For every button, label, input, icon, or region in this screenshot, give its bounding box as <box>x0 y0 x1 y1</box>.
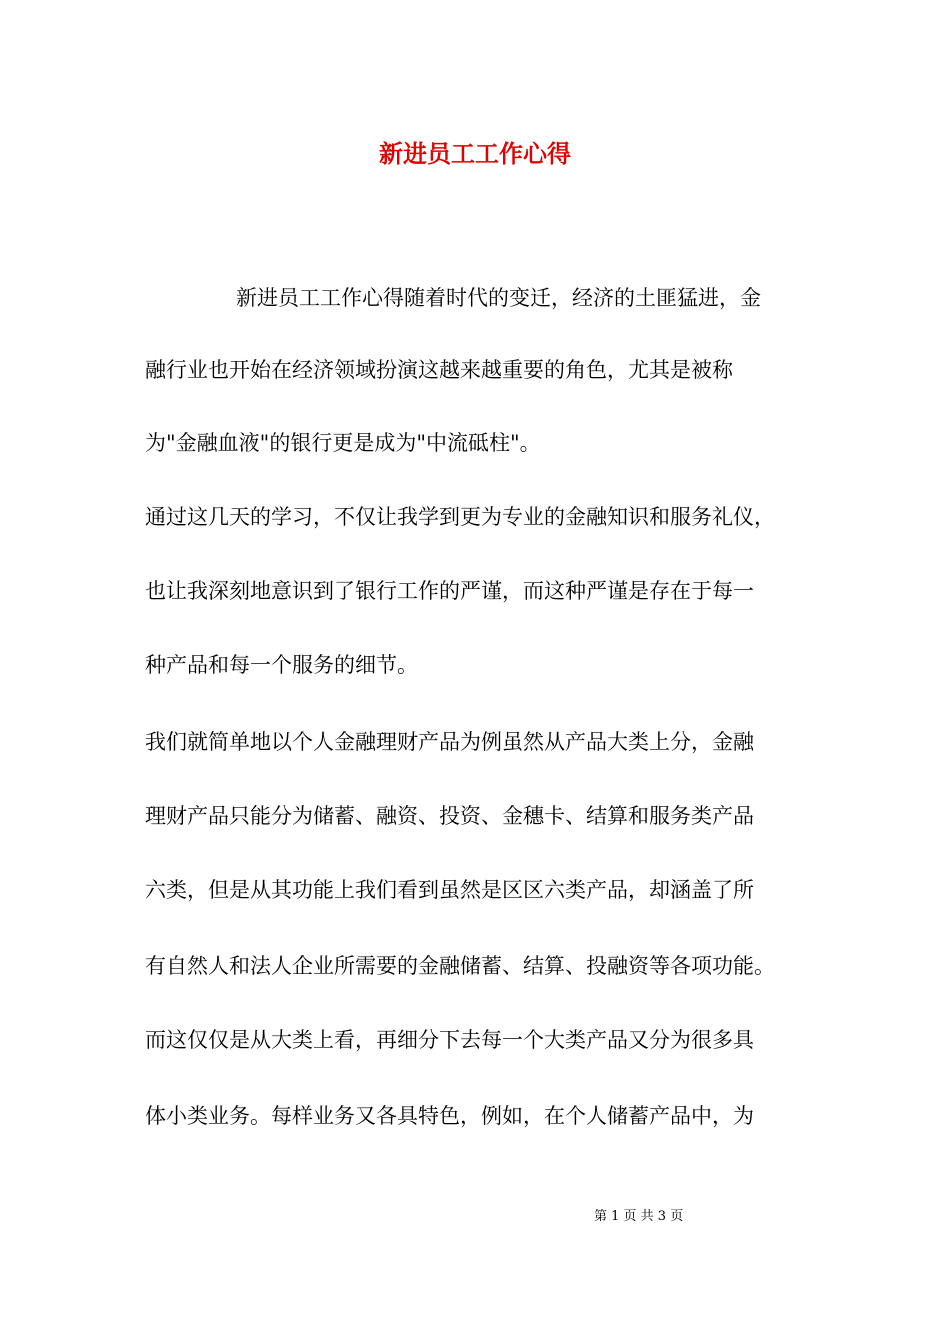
body-line: 有自然人和法人企业所需要的金融储蓄、结算、投融资等各项功能。 <box>145 954 775 978</box>
body-line: 新进员工工作心得随着时代的变迁，经济的土匪猛进，金 <box>236 286 761 310</box>
body-line: 理财产品只能分为储蓄、融资、投资、金穗卡、结算和服务类产品 <box>145 804 754 828</box>
body-line: 种产品和每一个服务的细节。 <box>145 653 418 677</box>
body-line: 而这仅仅是从大类上看，再细分下去每一个大类产品又分为很多具 <box>145 1028 754 1052</box>
body-line: 融行业也开始在经济领域扮演这越来越重要的角色，尤其是被称 <box>145 358 733 382</box>
body-line: 通过这几天的学习，不仅让我学到更为专业的金融知识和服务礼仪， <box>145 505 775 529</box>
body-line: 为"金融血液"的银行更是成为"中流砥柱"。 <box>145 431 541 455</box>
page-title: 新进员工工作心得 <box>379 139 571 168</box>
page-number-footer: 第 1 页 共 3 页 <box>594 1209 684 1224</box>
body-line: 也让我深刻地意识到了银行工作的严谨，而这种严谨是存在于每一 <box>145 579 754 603</box>
body-line: 体小类业务。每样业务又各具特色，例如，在个人储蓄产品中，为 <box>145 1104 754 1128</box>
body-line: 六类，但是从其功能上我们看到虽然是区区六类产品，却涵盖了所 <box>145 878 754 902</box>
body-line: 我们就简单地以个人金融理财产品为例虽然从产品大类上分，金融 <box>145 730 754 754</box>
